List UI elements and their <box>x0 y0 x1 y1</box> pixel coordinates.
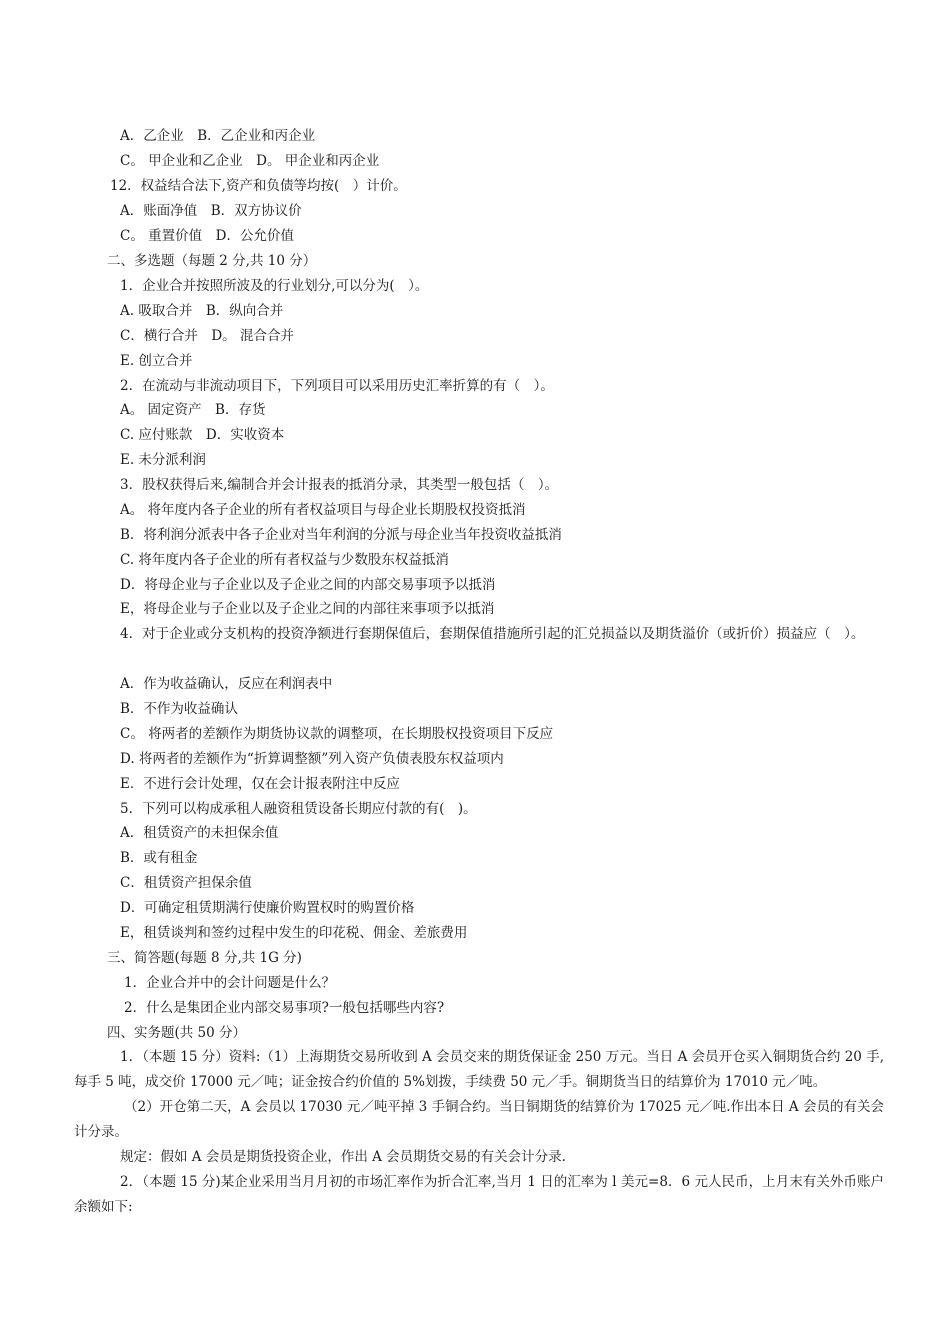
option-line: A。 固定资产 B．存货 <box>120 402 266 418</box>
question-line: 5．下列可以构成承租人融资租赁设备长期应付款的有( )。 <box>120 801 477 817</box>
option-line: C．横行合并 D。 混合合并 <box>120 328 294 344</box>
option-line: C．租赁资产担保余值 <box>120 875 252 891</box>
option-line: A．租赁资产的未担保余值 <box>120 825 279 841</box>
practice-paragraph-3: 规定：假如 A 会员是期货投资企业，作出 A 会员期货交易的有关会计分录. <box>120 1149 566 1165</box>
question-line: 1．企业合并中的会计问题是什么？ <box>124 975 336 991</box>
question-4 <box>74 622 884 647</box>
option-line: D．可确定租赁期满行使廉价购置权时的购置价格 <box>120 900 415 916</box>
section-heading: 二、多选题（每题 2 分,共 10 分） <box>107 253 317 269</box>
practice-paragraph-2: （2）开仓第二天，A 会员以 17030 元／吨平掉 3 手铜合约。当日铜期货的结算价为 17025 元／吨.作出本日 A 会员的有关会计分录。 <box>74 1099 884 1140</box>
option-line: A．账面净值 B．双方协议价 <box>120 203 302 219</box>
option-line: E. 未分派利润 <box>120 452 206 468</box>
question-line: 2．什么是集团企业内部交易事项?一般包括哪些内容? <box>124 1000 445 1016</box>
option-line: C. 将年度内各子企业的所有者权益与少数股东权益抵消 <box>120 552 449 568</box>
question-4-text: 4．对于企业或分支机构的投资净额进行套期保值后，套期保值措施所引起的汇兑损益以及期货溢价（或折价）损益应（ ）。 <box>120 626 865 642</box>
question-line: 1．企业合并按照所波及的行业划分,可以分为( ）。 <box>120 278 429 294</box>
option-line: E. 创立合并 <box>120 353 193 369</box>
section-heading: 三、简答题(每题 8 分,共 1G 分) <box>107 950 302 966</box>
option-line: A。 将年度内各子企业的所有者权益项目与母企业长期股权投资抵消 <box>120 502 526 518</box>
option-line: C. 应付账款 D．实收资本 <box>120 427 285 443</box>
option-line: D. 将两者的差额作为“折算调整额”列入资产负债表股东权益项内 <box>120 751 504 767</box>
practice-paragraph-4: 2．（本题 15 分)某企业采用当月月初的市场汇率作为折合汇率,当月 1 日的汇率为 l 美元=8．6 元人民币，上月末有关外币账户余额如下: <box>74 1174 884 1215</box>
question-line: 3．股权获得后来,编制合并会计报表的抵消分录，其类型一般包括（ ）。 <box>120 477 559 493</box>
practice-paragraph-1: 1．（本题 15 分）资料:（1）上海期货交易所收到 A 会员交来的期货保证金 250 万元。当日 A 会员开仓买入铜期货合约 20 手,每手 5 吨，成交价 17000 元／吨；证金按合约价值的 5%划拨，手续费 50 元／手。铜期货当日的结算价为 17010 元／吨。 <box>74 1049 884 1090</box>
option-line: C。 甲企业和乙企业 D。 甲企业和丙企业 <box>120 153 380 169</box>
option-line: A．作为收益确认，反应在利润表中 <box>120 676 333 692</box>
option-line: A．乙企业 B．乙企业和丙企业 <box>120 128 316 144</box>
option-line: A. 吸取合并 B．纵向合并 <box>120 303 284 319</box>
option-line: B．不作为收益确认 <box>120 701 238 717</box>
question-line: 12．权益结合法下,资产和负债等均按( ）计价。 <box>110 178 407 194</box>
question-line: 2．在流动与非流动项目下，下列项目可以采用历史汇率折算的有（ ）。 <box>120 378 554 394</box>
option-line: E，将母企业与子企业以及子企业之间的内部往来事项予以抵消 <box>120 601 495 617</box>
option-line: C。 将两者的差额作为期货协议款的调整项，在长期股权投资项目下反应 <box>120 726 554 742</box>
option-line: E．不进行会计处理，仅在会计报表附注中反应 <box>120 776 400 792</box>
option-line: E，租赁谈判和签约过程中发生的印花税、佣金、差旅费用 <box>120 925 468 941</box>
option-line: B．将利润分派表中各子企业对当年利润的分派与母企业当年投资收益抵消 <box>120 527 562 543</box>
option-line: B．或有租金 <box>120 850 198 866</box>
section-heading: 四、实务题(共 50 分） <box>107 1025 247 1041</box>
option-line: C。 重置价值 D．公允价值 <box>120 228 294 244</box>
option-line: D．将母企业与子企业以及子企业之间的内部交易事项予以抵消 <box>120 577 496 593</box>
